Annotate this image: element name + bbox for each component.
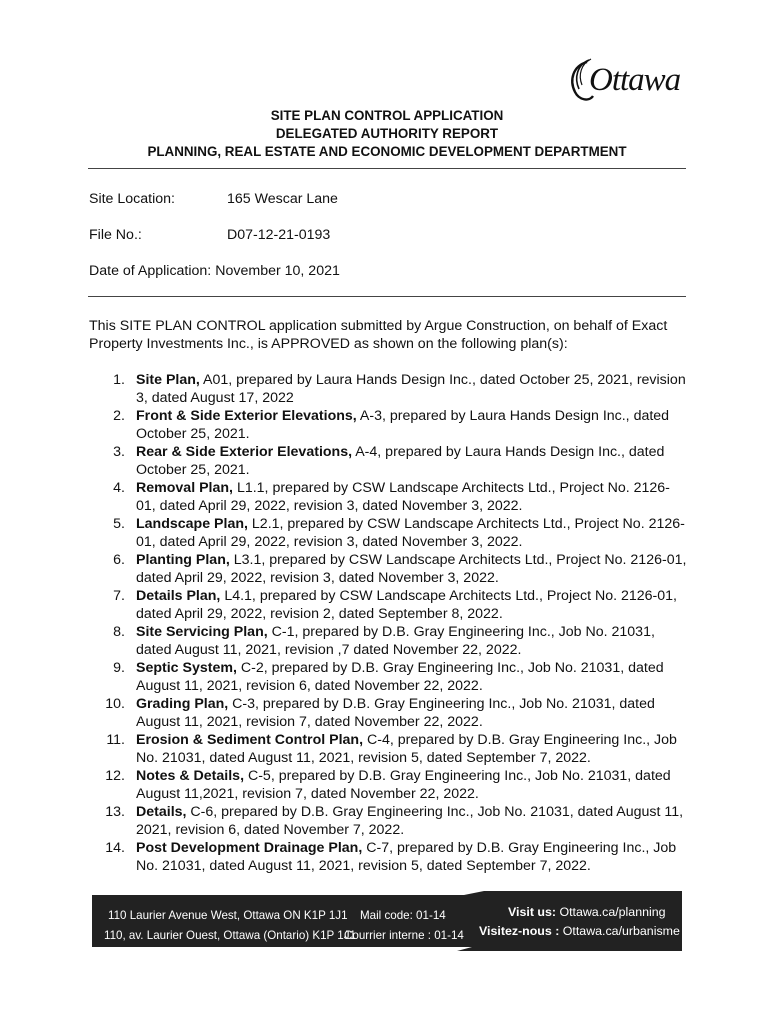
plan-number: 6. bbox=[113, 552, 125, 568]
plan-number: 11. bbox=[106, 732, 125, 748]
plan-details: C-5, prepared by D.B. Gray Engineering Inc., Job No. 21031, dated August 11,2021, revision 7, dated November 22, 2022. bbox=[136, 768, 671, 802]
plan-number: 12. bbox=[105, 768, 125, 784]
plan-number: 7. bbox=[113, 588, 125, 604]
date-of-application-value: November 10, 2021 bbox=[215, 263, 340, 279]
plan-item bbox=[89, 407, 689, 443]
plan-item bbox=[89, 371, 689, 407]
visitez-label: Visitez-nous : bbox=[479, 924, 560, 938]
plan-number: 13. bbox=[105, 804, 125, 820]
plan-details: L4.1, prepared by CSW Landscape Architects Ltd., Project No. 2126-01, dated April 29, 2022, revision 2, dated September 8, 2022. bbox=[136, 588, 677, 622]
plan-details: A-4, prepared by Laura Hands Design Inc., dated October 25, 2021. bbox=[136, 444, 665, 478]
date-of-application-row bbox=[89, 262, 340, 280]
plan-number: 5. bbox=[113, 516, 125, 532]
file-number-value: D07-12-21-0193 bbox=[227, 227, 331, 243]
plan-number: 1. bbox=[113, 372, 125, 388]
plan-title: Landscape Plan, bbox=[136, 516, 248, 532]
header-line-2: DELEGATED AUTHORITY REPORT bbox=[275, 126, 499, 141]
plan-title: Planting Plan, bbox=[136, 552, 230, 568]
visit-label: Visit us: bbox=[508, 905, 556, 919]
footer-visit-fr bbox=[479, 923, 680, 939]
plan-number: 10. bbox=[105, 696, 125, 712]
plan-title: Removal Plan, bbox=[136, 480, 233, 496]
plan-number: 3. bbox=[113, 444, 125, 460]
plan-item bbox=[89, 767, 689, 803]
plan-item bbox=[89, 587, 689, 623]
ottawa-wordmark: Ottawa bbox=[589, 62, 681, 98]
plan-details: L1.1, prepared by CSW Landscape Architects Ltd., Project No. 2126-01, dated April 29, 2022, revision 3, dated November 3, 2022. bbox=[136, 480, 670, 514]
approved-plans-list bbox=[89, 371, 689, 875]
plan-title: Site Servicing Plan, bbox=[136, 624, 268, 640]
visitez-url-link[interactable]: Ottawa.ca/urbanisme bbox=[562, 924, 680, 938]
site-location-label: Site Location: bbox=[89, 191, 175, 207]
plan-title: Front & Side Exterior Elevations, bbox=[136, 408, 357, 424]
approval-statement: This SITE PLAN CONTROL application submitted by Argue Construction, on behalf of Exact Property Investments Inc., is APPROVED as shown on the following plan(s): bbox=[89, 318, 668, 352]
plan-title: Rear & Side Exterior Elevations, bbox=[136, 444, 353, 460]
plan-title: Erosion & Sediment Control Plan, bbox=[136, 732, 364, 748]
plan-details: C-2, prepared by D.B. Gray Engineering Inc., Job No. 21031, dated August 11, 2021, revision 6, dated November 22, 2022. bbox=[136, 660, 664, 694]
plan-number: 4. bbox=[113, 480, 125, 496]
plan-number: 8. bbox=[113, 624, 125, 640]
site-location-value: 165 Wescar Lane bbox=[227, 191, 338, 207]
plan-item bbox=[89, 839, 689, 875]
footer-mail-code-fr: Courrier interne : 01-14 bbox=[344, 929, 464, 942]
plan-number: 9. bbox=[113, 660, 125, 676]
ottawa-logo bbox=[567, 56, 689, 106]
plan-item bbox=[89, 443, 689, 479]
plan-item bbox=[89, 803, 689, 839]
plan-details: L3.1, prepared by CSW Landscape Architects Ltd., Project No. 2126-01, dated April 29, 2022, revision 3, dated November 3, 2022. bbox=[136, 552, 687, 586]
plan-title: Grading Plan, bbox=[136, 696, 229, 712]
plan-item bbox=[89, 515, 689, 551]
plan-details: C-3, prepared by D.B. Gray Engineering Inc., Job No. 21031, dated August 11, 2021, revision 7, dated November 22, 2022. bbox=[136, 696, 655, 730]
plan-details: C-6, prepared by D.B. Gray Engineering Inc., Job No. 21031, dated August 11, 2021, revision 6, dated November 7, 2022. bbox=[136, 804, 684, 838]
plan-item bbox=[89, 623, 689, 659]
plan-details: L2.1, prepared by CSW Landscape Architects Ltd., Project No. 2126-01, dated April 29, 2022, revision 3, dated November 3, 2022. bbox=[136, 516, 685, 550]
footer-address-fr: 110, av. Laurier Ouest, Ottawa (Ontario) K1P 1J1 bbox=[104, 929, 356, 942]
header-line-1: SITE PLAN CONTROL APPLICATION bbox=[270, 108, 504, 123]
plan-number: 2. bbox=[113, 408, 125, 424]
report-header bbox=[88, 107, 686, 161]
plan-item bbox=[89, 731, 689, 767]
plan-title: Notes & Details, bbox=[136, 768, 245, 784]
plan-details: C-4, prepared by D.B. Gray Engineering Inc., Job No. 21031, dated August 11, 2021, revision 5, dated September 7, 2022. bbox=[136, 732, 677, 766]
footer-banner bbox=[92, 891, 682, 951]
plan-title: Post Development Drainage Plan, bbox=[136, 840, 363, 856]
header-divider bbox=[88, 168, 686, 169]
plan-details: A01, prepared by Laura Hands Design Inc., dated October 25, 2021, revision 3, dated August 17, 2022 bbox=[136, 372, 686, 406]
plan-details: A-3, prepared by Laura Hands Design Inc., dated October 25, 2021. bbox=[136, 408, 670, 442]
plan-item bbox=[89, 479, 689, 515]
header-line-3: PLANNING, REAL ESTATE AND ECONOMIC DEVELOPMENT DEPARTMENT bbox=[147, 144, 627, 159]
plan-item bbox=[89, 695, 689, 731]
file-number-row bbox=[89, 226, 330, 244]
footer-visit-en bbox=[508, 904, 666, 920]
footer-address-en: 110 Laurier Avenue West, Ottawa ON K1P 1J1 bbox=[108, 909, 348, 922]
plan-title: Details, bbox=[136, 804, 187, 820]
site-location-row bbox=[89, 190, 338, 208]
file-number-label: File No.: bbox=[89, 227, 142, 243]
date-of-application-label: Date of Application: bbox=[89, 263, 212, 279]
plan-details: C-1, prepared by D.B. Gray Engineering Inc., Job No. 21031, dated August 11, 2021, revision ,7 dated November 22, 2022. bbox=[136, 624, 655, 658]
meta-divider bbox=[88, 296, 686, 297]
plan-item bbox=[89, 659, 689, 695]
plan-title: Site Plan, bbox=[136, 372, 200, 388]
plan-title: Details Plan, bbox=[136, 588, 221, 604]
plan-item bbox=[89, 551, 689, 587]
visit-url-link[interactable]: Ottawa.ca/planning bbox=[559, 905, 666, 919]
plan-number: 14. bbox=[105, 840, 125, 856]
footer-mail-code-en: Mail code: 01-14 bbox=[360, 909, 446, 922]
plan-title: Septic System, bbox=[136, 660, 237, 676]
plan-details: C-7, prepared by D.B. Gray Engineering Inc., Job No. 21031, dated August 11, 2021, revision 5, dated September 7, 2022. bbox=[136, 840, 677, 874]
